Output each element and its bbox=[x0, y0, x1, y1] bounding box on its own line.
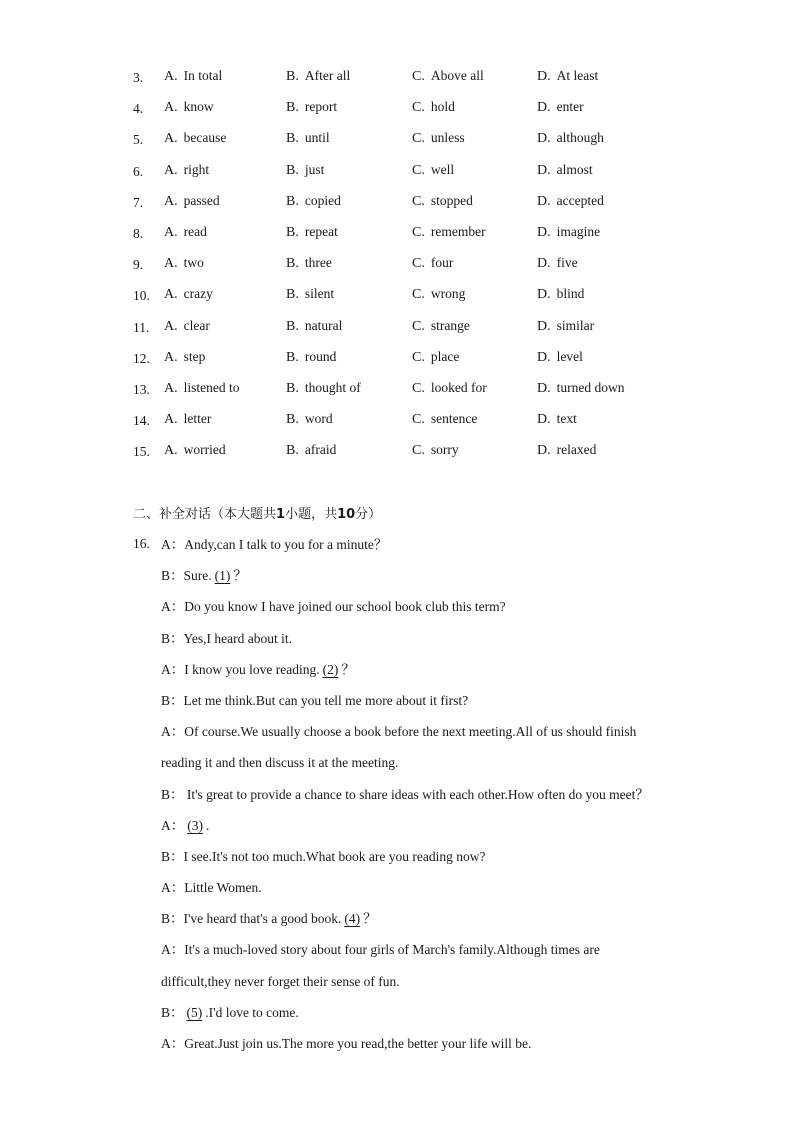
question-row bbox=[133, 128, 733, 159]
question-row bbox=[133, 440, 733, 471]
option-text: blind bbox=[556, 286, 585, 302]
dialogue-line bbox=[133, 535, 693, 566]
question-row bbox=[133, 316, 733, 347]
dialogue-line-continuation bbox=[133, 753, 693, 784]
option-c bbox=[412, 222, 486, 243]
option-text: listened to bbox=[183, 379, 240, 395]
option-letter: D. bbox=[537, 69, 551, 84]
option-text: worried bbox=[183, 442, 226, 458]
option-text: turned down bbox=[556, 379, 625, 395]
dialogue-text: A：Little Women. bbox=[161, 880, 262, 896]
dialogue-line bbox=[133, 1003, 693, 1034]
option-b bbox=[286, 316, 342, 337]
option-letter: B. bbox=[286, 224, 299, 240]
option-letter: B. bbox=[286, 318, 299, 334]
option-d bbox=[537, 378, 625, 399]
option-letter: C. bbox=[412, 69, 425, 84]
question-row bbox=[133, 191, 733, 222]
option-letter: D. bbox=[537, 256, 551, 272]
option-c bbox=[412, 66, 484, 87]
option-b bbox=[286, 97, 337, 118]
option-text: Above all bbox=[430, 68, 484, 83]
option-text: text bbox=[556, 411, 577, 427]
question-row bbox=[133, 284, 733, 315]
option-letter: B. bbox=[286, 100, 299, 116]
option-d bbox=[537, 316, 594, 337]
option-a bbox=[164, 409, 211, 430]
option-d bbox=[537, 284, 584, 305]
option-letter: B. bbox=[286, 380, 299, 396]
option-c bbox=[412, 316, 470, 337]
option-text: passed bbox=[183, 192, 220, 208]
option-text: accepted bbox=[556, 192, 604, 208]
dialogue-text: B：I've heard that's a good book. bbox=[161, 911, 342, 927]
option-a bbox=[164, 347, 205, 368]
option-letter: B. bbox=[286, 256, 299, 272]
option-letter: A. bbox=[164, 193, 178, 209]
option-text: because bbox=[183, 130, 227, 146]
question-number: 12. bbox=[133, 350, 150, 366]
section-score: 10 bbox=[337, 507, 356, 522]
option-text: letter bbox=[183, 411, 212, 427]
option-text: four bbox=[430, 255, 454, 271]
option-text: report bbox=[304, 99, 338, 115]
question-row bbox=[133, 378, 733, 409]
dialogue-text: B：Sure. bbox=[161, 568, 212, 584]
option-text: know bbox=[183, 99, 214, 115]
option-text: step bbox=[183, 348, 206, 364]
option-letter: A. bbox=[164, 131, 178, 147]
option-letter: C. bbox=[412, 318, 425, 334]
option-letter: A. bbox=[164, 256, 178, 272]
option-text: wrong bbox=[430, 286, 466, 302]
option-letter: D. bbox=[537, 380, 551, 396]
option-a bbox=[164, 128, 226, 149]
option-letter: D. bbox=[537, 224, 551, 240]
section-heading bbox=[133, 503, 381, 522]
option-c bbox=[412, 284, 465, 305]
option-c bbox=[412, 378, 487, 399]
option-a bbox=[164, 160, 209, 181]
option-text: similar bbox=[556, 317, 595, 333]
dialogue-text: B：Yes,I heard about it. bbox=[161, 630, 292, 646]
option-a bbox=[164, 222, 207, 243]
option-d bbox=[537, 97, 584, 118]
option-b bbox=[286, 66, 350, 87]
dialogue-line-continuation bbox=[133, 972, 693, 1003]
dialogue-text: A：Andy,can I talk to you for a minute？ bbox=[161, 537, 388, 552]
option-text: sorry bbox=[430, 442, 459, 458]
dialogue-text: A：Do you know I have joined our school book club this term? bbox=[161, 599, 506, 615]
question-number: 6. bbox=[133, 163, 144, 179]
option-text: silent bbox=[304, 286, 335, 302]
section-heading-prefix: 二、补全对话（本大题共 bbox=[133, 507, 277, 522]
dialogue-text: A：Of course.We usually choose a book before the next meeting.All of us should finish bbox=[161, 724, 637, 740]
option-d bbox=[537, 128, 604, 149]
dialogue-text: reading it and then discuss it at the meeting. bbox=[161, 755, 399, 771]
question-number: 11. bbox=[133, 319, 150, 335]
option-d bbox=[537, 347, 583, 368]
answer-blank[interactable]: (2) bbox=[322, 661, 339, 677]
option-letter: A. bbox=[164, 224, 178, 240]
option-text: just bbox=[304, 161, 325, 177]
dialogue-line bbox=[133, 847, 693, 878]
option-letter: A. bbox=[164, 412, 178, 428]
option-text: almost bbox=[556, 161, 593, 177]
dialogue-text: A：It's a much-loved story about four girls of March's family.Although times are bbox=[161, 942, 600, 958]
option-c bbox=[412, 347, 459, 368]
dialogue-text-after-blank: .I'd love to come. bbox=[205, 1004, 299, 1020]
section-question-count: 1 bbox=[276, 507, 286, 522]
option-c bbox=[412, 440, 459, 461]
dialogue-line bbox=[133, 691, 693, 722]
option-text: natural bbox=[304, 317, 343, 333]
option-letter: D. bbox=[537, 131, 551, 147]
question-number: 15. bbox=[133, 444, 150, 460]
dialogue-text-after-blank: . bbox=[206, 817, 210, 833]
option-text: round bbox=[304, 348, 337, 364]
option-text: level bbox=[556, 348, 583, 364]
dialogue-text: B： bbox=[161, 1004, 184, 1020]
option-c bbox=[412, 409, 477, 430]
option-d bbox=[537, 191, 604, 212]
section-heading-mid: 小题，共 bbox=[285, 507, 338, 522]
section-heading-suffix: 分） bbox=[355, 507, 382, 522]
dialogue-line bbox=[133, 785, 693, 816]
option-b bbox=[286, 222, 338, 243]
option-b bbox=[286, 409, 333, 430]
option-letter: C. bbox=[412, 412, 425, 428]
question-row bbox=[133, 97, 733, 128]
answer-blank[interactable]: (3) bbox=[187, 817, 203, 833]
dialogue-text-after-blank: ？ bbox=[233, 568, 247, 584]
option-a bbox=[164, 378, 240, 399]
option-letter: B. bbox=[286, 69, 299, 84]
option-text: until bbox=[304, 130, 330, 146]
option-letter: D. bbox=[537, 349, 551, 365]
dialogue-line bbox=[133, 909, 693, 940]
option-text: clear bbox=[183, 317, 210, 333]
question-number: 4. bbox=[133, 101, 144, 117]
question-row bbox=[133, 222, 733, 253]
option-text: sentence bbox=[430, 411, 478, 427]
question-row bbox=[133, 253, 733, 284]
option-text: After all bbox=[304, 68, 351, 83]
option-text: imagine bbox=[556, 223, 601, 239]
option-c bbox=[412, 160, 454, 181]
option-letter: B. bbox=[286, 412, 299, 428]
option-text: place bbox=[430, 348, 460, 364]
option-text: enter bbox=[556, 99, 584, 115]
option-d bbox=[537, 66, 598, 87]
option-text: word bbox=[304, 411, 333, 427]
option-a bbox=[164, 284, 213, 305]
dialogue-line bbox=[133, 722, 693, 753]
option-c bbox=[412, 97, 455, 118]
option-letter: D. bbox=[537, 318, 551, 334]
option-letter: C. bbox=[412, 131, 425, 147]
dialogue-text: A：Great.Just join us.The more you read,the better your life will be. bbox=[161, 1036, 532, 1051]
option-text: remember bbox=[430, 223, 486, 239]
question-row bbox=[133, 409, 733, 440]
question-number: 13. bbox=[133, 381, 150, 397]
dialogue-text: B：I see.It's not too much.What book are you reading now? bbox=[161, 848, 486, 864]
option-letter: A. bbox=[164, 380, 178, 396]
option-letter: C. bbox=[412, 162, 425, 178]
option-text: two bbox=[183, 255, 204, 271]
answer-blank[interactable]: (4) bbox=[344, 911, 361, 927]
option-a bbox=[164, 97, 214, 118]
dialogue-line bbox=[133, 1034, 693, 1065]
option-a bbox=[164, 253, 204, 274]
dialogue-text: B： It's great to provide a chance to share ideas with each other.How often do you meet？ bbox=[161, 786, 649, 802]
question-number: 10. bbox=[133, 288, 150, 304]
option-letter: B. bbox=[286, 349, 299, 365]
option-text: repeat bbox=[304, 223, 338, 239]
option-text: In total bbox=[183, 68, 223, 83]
option-text: strange bbox=[430, 317, 470, 333]
question-number: 9. bbox=[133, 257, 144, 273]
option-text: relaxed bbox=[556, 442, 597, 458]
dialogue-text-after-blank: ？ bbox=[341, 661, 355, 677]
dialogue-line bbox=[133, 878, 693, 909]
option-d bbox=[537, 222, 600, 243]
option-letter: C. bbox=[412, 100, 425, 116]
option-letter: B. bbox=[286, 162, 299, 178]
option-b bbox=[286, 160, 324, 181]
option-letter: D. bbox=[537, 412, 551, 428]
option-letter: B. bbox=[286, 443, 299, 459]
dialogue-line bbox=[133, 940, 693, 971]
option-d bbox=[537, 253, 578, 274]
option-b bbox=[286, 347, 336, 368]
option-letter: B. bbox=[286, 193, 299, 209]
option-b bbox=[286, 284, 334, 305]
question-number: 14. bbox=[133, 413, 150, 429]
option-letter: A. bbox=[164, 443, 178, 459]
dialogue-line bbox=[133, 660, 693, 691]
multiple-choice-list bbox=[133, 66, 733, 471]
dialogue-text: A：I know you love reading. bbox=[161, 661, 320, 677]
option-d bbox=[537, 160, 593, 181]
option-letter: A. bbox=[164, 162, 178, 178]
option-letter: D. bbox=[537, 100, 551, 116]
option-letter: A. bbox=[164, 100, 178, 116]
option-c bbox=[412, 191, 473, 212]
option-a bbox=[164, 191, 220, 212]
option-a bbox=[164, 440, 226, 461]
dialogue-question bbox=[133, 535, 693, 1065]
option-text: hold bbox=[430, 99, 455, 115]
option-d bbox=[537, 409, 577, 430]
option-text: three bbox=[304, 255, 332, 271]
option-c bbox=[412, 128, 465, 149]
option-text: read bbox=[183, 223, 207, 239]
dialogue-text-after-blank: ？ bbox=[363, 911, 377, 927]
option-text: well bbox=[430, 161, 455, 177]
option-text: looked for bbox=[430, 379, 487, 395]
option-text: although bbox=[556, 130, 604, 146]
option-a bbox=[164, 66, 222, 87]
option-b bbox=[286, 378, 361, 399]
dialogue-text: B：Let me think.But can you tell me more about it first? bbox=[161, 692, 469, 708]
option-d bbox=[537, 440, 596, 461]
dialogue-line bbox=[133, 597, 693, 628]
option-letter: C. bbox=[412, 287, 425, 303]
option-letter: A. bbox=[164, 318, 178, 334]
option-letter: A. bbox=[164, 287, 178, 303]
question-row bbox=[133, 347, 733, 378]
option-letter: C. bbox=[412, 443, 425, 459]
option-letter: D. bbox=[537, 287, 551, 303]
dialogue-text: difficult,they never forget their sense of fun. bbox=[161, 973, 400, 989]
option-b bbox=[286, 128, 330, 149]
question-row bbox=[133, 160, 733, 191]
option-text: right bbox=[183, 161, 210, 177]
question-number: 8. bbox=[133, 225, 144, 241]
dialogue-text: A： bbox=[161, 817, 185, 833]
option-letter: D. bbox=[537, 193, 551, 209]
question-number: 3. bbox=[133, 70, 144, 85]
option-text: crazy bbox=[183, 286, 213, 302]
answer-blank[interactable]: (1) bbox=[214, 568, 231, 584]
option-letter: C. bbox=[412, 193, 425, 209]
option-b bbox=[286, 440, 336, 461]
option-letter: B. bbox=[286, 287, 299, 303]
question-row bbox=[133, 66, 733, 97]
option-letter: C. bbox=[412, 224, 425, 240]
option-letter: D. bbox=[537, 162, 551, 178]
option-text: copied bbox=[304, 192, 341, 208]
dialogue-line bbox=[133, 816, 693, 847]
answer-blank[interactable]: (5) bbox=[186, 1004, 203, 1020]
option-a bbox=[164, 316, 210, 337]
question-number: 7. bbox=[133, 194, 144, 210]
option-text: At least bbox=[556, 68, 599, 83]
option-text: stopped bbox=[430, 192, 473, 208]
option-b bbox=[286, 191, 341, 212]
option-letter: C. bbox=[412, 380, 425, 396]
option-text: unless bbox=[430, 130, 465, 146]
option-letter: C. bbox=[412, 349, 425, 365]
dialogue-line bbox=[133, 566, 693, 597]
option-b bbox=[286, 253, 332, 274]
option-letter: A. bbox=[164, 349, 178, 365]
option-letter: A. bbox=[164, 69, 178, 84]
question-number: 5. bbox=[133, 132, 144, 148]
option-text: thought of bbox=[304, 379, 361, 395]
question-number: 16. bbox=[133, 536, 150, 551]
dialogue-line bbox=[133, 629, 693, 660]
option-letter: D. bbox=[537, 443, 551, 459]
option-text: five bbox=[556, 255, 578, 271]
option-text: afraid bbox=[304, 442, 337, 458]
option-c bbox=[412, 253, 453, 274]
option-letter: B. bbox=[286, 131, 299, 147]
option-letter: C. bbox=[412, 256, 425, 272]
